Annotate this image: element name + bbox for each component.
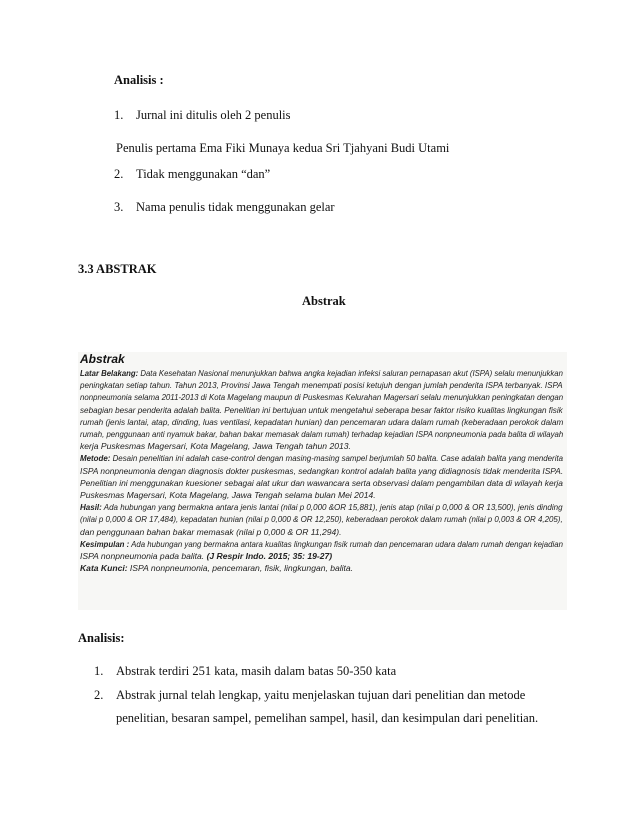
list-text: Abstrak terdiri 251 kata, masih dalam batas 50-350 kata bbox=[116, 664, 397, 678]
abstract-line bbox=[80, 391, 564, 403]
abstract-line-label: Latar Belakang: bbox=[80, 368, 139, 378]
bottom-analysis-item-1 bbox=[94, 664, 396, 679]
top-analysis-heading: Analisis : bbox=[114, 73, 164, 87]
list-number: 1. bbox=[94, 664, 104, 678]
abstract-line bbox=[80, 428, 564, 440]
list-text: Abstrak jurnal telah lengkap, yaitu menjelaskan tujuan dari penelitian dan metode bbox=[116, 688, 526, 702]
list-number: 2. bbox=[114, 167, 124, 181]
abstract-line-text: dan penggunaan bahan bakar memasak (nilai p 0,000 & OR 11,294). bbox=[80, 526, 342, 537]
abstract-line bbox=[80, 477, 563, 489]
abstract-line-text: Data Kesehatan Nasional menunjukkan bahwa angka kejadian infeksi saluran pernapasan akut (ISPA) selalu menunjukkan bbox=[138, 368, 563, 378]
abstract-line bbox=[80, 440, 563, 452]
abstract-line-text: Puskesmas Magersari, Kota Magelang, Jawa Tengah selama bulan Mei 2014. bbox=[80, 490, 376, 501]
abstract-line bbox=[80, 538, 563, 550]
section-center-title: Abstrak bbox=[302, 294, 346, 308]
abstract-line bbox=[80, 550, 563, 562]
abstract-line bbox=[80, 465, 564, 477]
abstract-line bbox=[80, 379, 563, 391]
abstract-line bbox=[80, 526, 563, 538]
abstract-image-lines bbox=[80, 367, 565, 574]
list-number: 3. bbox=[114, 200, 124, 214]
abstract-line-label: Kata Kunci: bbox=[80, 563, 128, 574]
abstract-line bbox=[80, 452, 564, 464]
abstract-line-text: ISPA nonpneumonia, pencemaran, fisik, lingkungan, balita. bbox=[127, 563, 354, 574]
section-heading: 3.3 ABSTRAK bbox=[78, 262, 157, 276]
abstract-line-text: nonpneumonia selama 2011-2013 di Kota Magelang maupun di Puskesmas Kelurahan Magersari selalu menunjukkan peningkatan dengan bbox=[80, 392, 564, 403]
abstract-line-text: ISPA nonpneumonia pada balita. bbox=[80, 551, 205, 562]
top-analysis-authors: Penulis pertama Ema Fiki Munaya kedua Sri Tjahyani Budi Utami bbox=[116, 141, 450, 155]
abstract-line bbox=[80, 489, 563, 501]
abstract-line-text: kerja Puskesmas Magersari, Kota Magelang, Jawa Tengah tahun 2013. bbox=[80, 441, 351, 452]
abstract-line-text: ISPA nonpneumonia dengan diagnosis dokter puskesmas, sedangkan kontrol adalah balita yang didiagnosis tidak menderita ISPA. bbox=[80, 465, 564, 476]
list-text: Tidak menggunakan “dan” bbox=[136, 167, 271, 181]
list-number: 1. bbox=[114, 108, 124, 122]
abstract-line-text: sebagian besar penderita adalah balita. Penelitian ini bertujuan untuk mengetahui seberapa besar faktor risiko kualitas lingkungan fisik bbox=[80, 404, 563, 415]
abstract-line bbox=[80, 367, 563, 379]
bottom-analysis-item-2-continuation: penelitian, besaran sampel, pemelihan sampel, hasil, dan kesimpulan dari penelitian. bbox=[116, 711, 539, 725]
abstract-line-text: rumah, penggunaan anti nyamuk bakar, bahan bakar memasak dalam rumah) terhadap kejadian ISPA nonpneumonia pada balita di wilayah bbox=[80, 429, 564, 440]
abstract-line bbox=[80, 416, 564, 428]
top-analysis-item-2 bbox=[114, 167, 270, 182]
abstract-line-text: (nilai p 0,000 & OR 17,484), kepadatan hunian (nilai p 0,000 & OR 12,250), keberadaan perokok dalam rumah (nilai p 0,003 & OR 4,205), bbox=[80, 514, 563, 525]
abstract-image bbox=[78, 352, 567, 610]
abstract-line-text: peningkatan setiap tahun. Tahun 2013, Provinsi Jawa Tengah menempati posisi ketujuh dengan jumlah penderita ISPA terbanyak. ISPA bbox=[80, 380, 563, 391]
abstract-line-text: Desain penelitian ini adalah case-control dengan masing-masing sampel berjumlah 50 balita. Case adalah balita yang menderita bbox=[110, 453, 564, 464]
list-text: Jurnal ini ditulis oleh 2 penulis bbox=[136, 108, 291, 122]
abstract-image-title: Abstrak bbox=[80, 352, 125, 366]
abstract-line-text: Ada hubungan yang bermakna antara kualitas lingkungan fisik rumah dan pencemaran udara dalam rumah dengan kejadian bbox=[129, 538, 563, 549]
abstract-line bbox=[80, 562, 563, 574]
abstract-line-text: Penelitian ini menggunakan kuesioner sebagai alat ukur dan wawancara serta observasi dalam pengambilan data di wilayah kerja bbox=[80, 477, 563, 488]
abstract-line-text: Ada hubungan yang bermakna antara jenis lantai (nilai p 0,000 &OR 15,881), jenis atap (nilai p 0,000 & OR 13,500), jenis dinding bbox=[101, 502, 563, 513]
top-analysis-item-1 bbox=[114, 108, 291, 123]
bottom-analysis-item-2 bbox=[94, 688, 525, 703]
abstract-line bbox=[80, 501, 563, 513]
abstract-line-label: Metode: bbox=[80, 453, 111, 464]
abstract-line bbox=[80, 513, 563, 525]
abstract-line bbox=[80, 404, 563, 416]
bottom-analysis-heading: Analisis: bbox=[78, 631, 125, 645]
abstract-line-reference: (J Respir Indo. 2015; 35: 19-27) bbox=[204, 551, 333, 562]
abstract-line-label: Hasil: bbox=[80, 502, 102, 513]
abstract-line-label: Kesimpulan : bbox=[80, 538, 130, 549]
list-number: 2. bbox=[94, 688, 104, 702]
abstract-line-text: rumah (jenis lantai, atap, dinding, luas ventilasi, kepadatan hunian) dan pencemaran udara dalam rumah (keberadaan perokok dalam bbox=[80, 416, 564, 427]
list-text: Nama penulis tidak menggunakan gelar bbox=[136, 200, 335, 214]
top-analysis-item-3 bbox=[114, 200, 335, 215]
